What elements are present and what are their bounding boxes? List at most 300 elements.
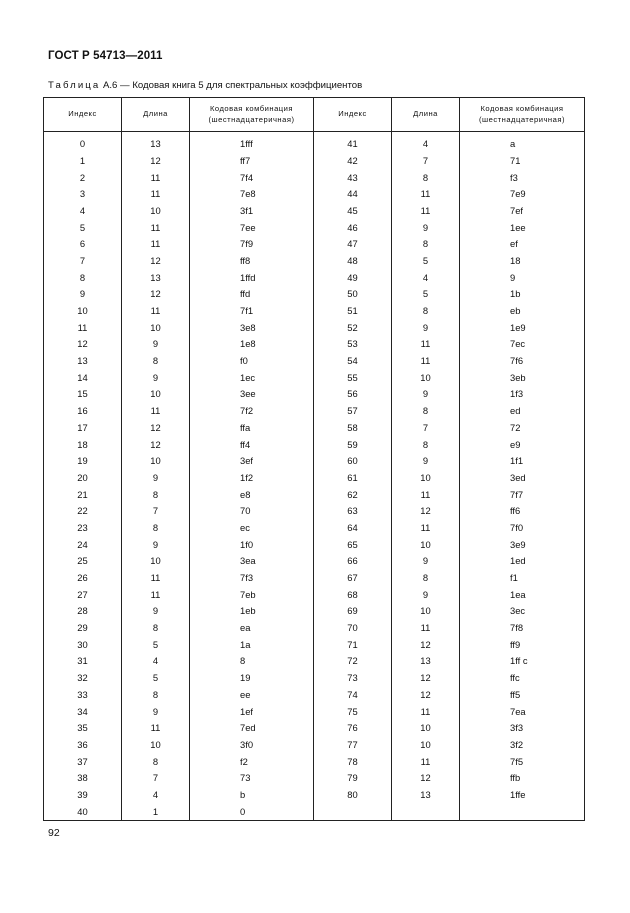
code-cell: ff6 — [460, 502, 585, 519]
index-cell: 66 — [314, 553, 392, 570]
index-cell: 49 — [314, 269, 392, 286]
index-cell: 17 — [44, 419, 122, 436]
length-cell: 11 — [392, 519, 460, 536]
table-caption-title: А.6 — Кодовая книга 5 для спектральных коэффициентов — [100, 80, 363, 91]
code-cell: ed — [460, 402, 585, 419]
table-row — [44, 169, 585, 186]
length-cell: 12 — [122, 286, 190, 303]
index-cell: 13 — [44, 352, 122, 369]
length-cell: 7 — [392, 419, 460, 436]
length-cell: 10 — [392, 469, 460, 486]
table-row — [44, 132, 585, 153]
length-cell: 8 — [392, 569, 460, 586]
index-cell: 33 — [44, 686, 122, 703]
table-row — [44, 152, 585, 169]
header-code-line1: Кодовая комбинация — [209, 104, 293, 113]
table-row — [44, 235, 585, 252]
table-row — [44, 636, 585, 653]
code-cell — [460, 803, 585, 820]
index-cell: 21 — [44, 486, 122, 503]
code-cell: 7f6 — [460, 352, 585, 369]
code-cell: 3f2 — [460, 736, 585, 753]
index-cell: 71 — [314, 636, 392, 653]
table-row — [44, 736, 585, 753]
code-cell: 3e9 — [460, 536, 585, 553]
index-cell: 20 — [44, 469, 122, 486]
index-cell: 39 — [44, 786, 122, 803]
length-cell: 12 — [122, 152, 190, 169]
code-cell: 73 — [190, 769, 314, 786]
table-row — [44, 302, 585, 319]
code-cell: 1ffd — [190, 269, 314, 286]
length-cell: 4 — [122, 653, 190, 670]
code-cell: 1ee — [460, 219, 585, 236]
code-cell: 1eb — [190, 603, 314, 620]
header-code-line2: (шестнадцатеричная) — [479, 114, 565, 124]
code-cell: ffa — [190, 419, 314, 436]
length-cell: 11 — [122, 586, 190, 603]
length-cell: 11 — [392, 352, 460, 369]
table-row — [44, 469, 585, 486]
length-cell: 9 — [392, 553, 460, 570]
length-cell: 12 — [392, 769, 460, 786]
table-row — [44, 252, 585, 269]
index-cell: 5 — [44, 219, 122, 236]
table-row — [44, 402, 585, 419]
index-cell: 53 — [314, 336, 392, 353]
index-cell: 14 — [44, 369, 122, 386]
code-cell: 1b — [460, 286, 585, 303]
table-row — [44, 619, 585, 636]
length-cell: 5 — [122, 636, 190, 653]
index-cell: 12 — [44, 336, 122, 353]
code-cell: 7e8 — [190, 185, 314, 202]
table-row — [44, 536, 585, 553]
index-cell: 31 — [44, 653, 122, 670]
code-cell: b — [190, 786, 314, 803]
index-cell: 60 — [314, 452, 392, 469]
index-cell: 41 — [314, 132, 392, 153]
code-cell: 7f0 — [460, 519, 585, 536]
code-cell: 1ff c — [460, 653, 585, 670]
table-row — [44, 569, 585, 586]
header-code-line1: Кодовая комбинация — [480, 104, 564, 113]
length-cell: 12 — [122, 252, 190, 269]
table-row — [44, 336, 585, 353]
index-cell: 58 — [314, 419, 392, 436]
index-cell: 37 — [44, 753, 122, 770]
index-cell: 0 — [44, 132, 122, 153]
index-cell: 51 — [314, 302, 392, 319]
code-cell: 1f3 — [460, 386, 585, 403]
code-cell: 7ec — [460, 336, 585, 353]
table-row — [44, 436, 585, 453]
length-cell: 4 — [122, 786, 190, 803]
code-cell: 7eb — [190, 586, 314, 603]
code-cell: ff4 — [190, 436, 314, 453]
index-cell: 35 — [44, 719, 122, 736]
code-cell: 7ea — [460, 703, 585, 720]
length-cell: 9 — [392, 452, 460, 469]
length-cell: 11 — [122, 235, 190, 252]
table-row — [44, 486, 585, 503]
length-cell: 13 — [392, 786, 460, 803]
index-cell: 62 — [314, 486, 392, 503]
index-cell: 78 — [314, 753, 392, 770]
code-cell: 7ef — [460, 202, 585, 219]
table-row — [44, 603, 585, 620]
index-cell: 19 — [44, 452, 122, 469]
table-row — [44, 352, 585, 369]
code-cell: f2 — [190, 753, 314, 770]
code-cell: ee — [190, 686, 314, 703]
index-cell: 70 — [314, 619, 392, 636]
length-cell: 10 — [122, 319, 190, 336]
index-cell: 15 — [44, 386, 122, 403]
code-cell: 1a — [190, 636, 314, 653]
code-cell: ffb — [460, 769, 585, 786]
code-cell: 1f0 — [190, 536, 314, 553]
length-cell: 9 — [392, 219, 460, 236]
code-cell: 9 — [460, 269, 585, 286]
index-cell: 26 — [44, 569, 122, 586]
length-cell: 10 — [122, 202, 190, 219]
length-cell: 11 — [392, 619, 460, 636]
table-row — [44, 369, 585, 386]
length-cell: 7 — [122, 769, 190, 786]
code-cell: 1ed — [460, 553, 585, 570]
length-cell: 5 — [122, 669, 190, 686]
length-cell: 4 — [392, 269, 460, 286]
code-cell: 7f7 — [460, 486, 585, 503]
code-cell: 8 — [190, 653, 314, 670]
length-cell: 9 — [392, 586, 460, 603]
length-cell: 7 — [392, 152, 460, 169]
table-row — [44, 553, 585, 570]
length-cell: 4 — [392, 132, 460, 153]
length-cell: 11 — [392, 753, 460, 770]
index-cell: 22 — [44, 502, 122, 519]
length-cell: 5 — [392, 286, 460, 303]
code-cell: ff7 — [190, 152, 314, 169]
length-cell: 11 — [122, 185, 190, 202]
index-cell: 67 — [314, 569, 392, 586]
code-cell: 0 — [190, 803, 314, 820]
index-cell: 44 — [314, 185, 392, 202]
table-row — [44, 753, 585, 770]
length-cell: 11 — [392, 486, 460, 503]
code-cell: ff9 — [460, 636, 585, 653]
length-cell: 12 — [392, 502, 460, 519]
index-cell: 75 — [314, 703, 392, 720]
code-cell: 7ed — [190, 719, 314, 736]
code-cell: ef — [460, 235, 585, 252]
index-cell — [314, 803, 392, 820]
header-length-right: Длина — [392, 98, 460, 132]
length-cell: 11 — [122, 169, 190, 186]
document-header: ГОСТ Р 54713—2011 — [48, 50, 163, 62]
code-cell: 3ee — [190, 386, 314, 403]
table-row — [44, 653, 585, 670]
code-cell: 1fff — [190, 132, 314, 153]
code-cell: f1 — [460, 569, 585, 586]
code-cell: 1e8 — [190, 336, 314, 353]
length-cell: 10 — [392, 603, 460, 620]
length-cell: 10 — [392, 736, 460, 753]
index-cell: 10 — [44, 302, 122, 319]
code-cell: 3ed — [460, 469, 585, 486]
index-cell: 77 — [314, 736, 392, 753]
code-cell: 7f3 — [190, 569, 314, 586]
index-cell: 34 — [44, 703, 122, 720]
code-cell: 3ea — [190, 553, 314, 570]
index-cell: 18 — [44, 436, 122, 453]
code-cell: 70 — [190, 502, 314, 519]
code-cell: 3f0 — [190, 736, 314, 753]
code-cell: 7f2 — [190, 402, 314, 419]
index-cell: 80 — [314, 786, 392, 803]
length-cell: 10 — [122, 553, 190, 570]
length-cell: 11 — [392, 202, 460, 219]
length-cell: 8 — [392, 235, 460, 252]
length-cell: 8 — [122, 519, 190, 536]
code-cell: ec — [190, 519, 314, 536]
table-row — [44, 586, 585, 603]
length-cell: 10 — [122, 386, 190, 403]
index-cell: 55 — [314, 369, 392, 386]
table-row — [44, 269, 585, 286]
table-row — [44, 769, 585, 786]
code-cell: 72 — [460, 419, 585, 436]
length-cell: 9 — [392, 386, 460, 403]
header-code-left — [190, 98, 314, 132]
index-cell: 3 — [44, 185, 122, 202]
index-cell: 52 — [314, 319, 392, 336]
index-cell: 59 — [314, 436, 392, 453]
length-cell: 9 — [122, 603, 190, 620]
code-cell: ffd — [190, 286, 314, 303]
code-cell: 7f1 — [190, 302, 314, 319]
code-cell: 1f1 — [460, 452, 585, 469]
code-cell: a — [460, 132, 585, 153]
index-cell: 73 — [314, 669, 392, 686]
code-cell: 71 — [460, 152, 585, 169]
code-cell: 1e9 — [460, 319, 585, 336]
code-cell: ff8 — [190, 252, 314, 269]
length-cell: 10 — [392, 719, 460, 736]
length-cell: 12 — [392, 669, 460, 686]
index-cell: 36 — [44, 736, 122, 753]
index-cell: 76 — [314, 719, 392, 736]
index-cell: 1 — [44, 152, 122, 169]
code-cell: 7f9 — [190, 235, 314, 252]
index-cell: 48 — [314, 252, 392, 269]
length-cell: 10 — [392, 536, 460, 553]
length-cell: 10 — [392, 369, 460, 386]
index-cell: 23 — [44, 519, 122, 536]
code-cell: 1ec — [190, 369, 314, 386]
length-cell: 10 — [122, 452, 190, 469]
code-cell: 7f4 — [190, 169, 314, 186]
code-cell: eb — [460, 302, 585, 319]
code-cell: 3f3 — [460, 719, 585, 736]
index-cell: 63 — [314, 502, 392, 519]
table-row — [44, 502, 585, 519]
length-cell: 11 — [392, 336, 460, 353]
code-cell: 3f1 — [190, 202, 314, 219]
length-cell: 7 — [122, 502, 190, 519]
length-cell: 8 — [122, 619, 190, 636]
table-caption-label: Таблица — [48, 80, 101, 91]
length-cell: 12 — [392, 636, 460, 653]
table-row — [44, 386, 585, 403]
header-index-left: Индекс — [44, 98, 122, 132]
index-cell: 65 — [314, 536, 392, 553]
index-cell: 61 — [314, 469, 392, 486]
codebook-table — [43, 97, 585, 821]
length-cell: 8 — [392, 302, 460, 319]
header-length-left: Длина — [122, 98, 190, 132]
code-cell: 7e9 — [460, 185, 585, 202]
code-cell: ffc — [460, 669, 585, 686]
length-cell: 9 — [122, 369, 190, 386]
code-cell: f0 — [190, 352, 314, 369]
index-cell: 2 — [44, 169, 122, 186]
code-cell: e8 — [190, 486, 314, 503]
length-cell: 9 — [122, 703, 190, 720]
index-cell: 16 — [44, 402, 122, 419]
code-cell: ea — [190, 619, 314, 636]
table-row — [44, 719, 585, 736]
code-cell: 18 — [460, 252, 585, 269]
code-cell: 3ef — [190, 452, 314, 469]
code-cell: 7ee — [190, 219, 314, 236]
table-row — [44, 319, 585, 336]
table-row — [44, 219, 585, 236]
length-cell: 8 — [392, 436, 460, 453]
code-cell: 1ea — [460, 586, 585, 603]
length-cell: 8 — [392, 169, 460, 186]
index-cell: 38 — [44, 769, 122, 786]
index-cell: 69 — [314, 603, 392, 620]
index-cell: 57 — [314, 402, 392, 419]
index-cell: 32 — [44, 669, 122, 686]
length-cell: 8 — [122, 753, 190, 770]
code-cell: 7f8 — [460, 619, 585, 636]
length-cell: 8 — [122, 686, 190, 703]
index-cell: 28 — [44, 603, 122, 620]
header-code-right — [460, 98, 585, 132]
length-cell: 13 — [122, 132, 190, 153]
table-row — [44, 703, 585, 720]
index-cell: 45 — [314, 202, 392, 219]
table-header-row — [44, 98, 585, 132]
index-cell: 47 — [314, 235, 392, 252]
table-row — [44, 669, 585, 686]
index-cell: 54 — [314, 352, 392, 369]
code-cell: 7f5 — [460, 753, 585, 770]
index-cell: 56 — [314, 386, 392, 403]
index-cell: 29 — [44, 619, 122, 636]
index-cell: 79 — [314, 769, 392, 786]
code-cell: 1f2 — [190, 469, 314, 486]
code-cell: 3ec — [460, 603, 585, 620]
table-row — [44, 519, 585, 536]
length-cell: 13 — [392, 653, 460, 670]
length-cell: 9 — [122, 469, 190, 486]
index-cell: 46 — [314, 219, 392, 236]
table-caption — [48, 80, 362, 91]
length-cell: 1 — [122, 803, 190, 820]
length-cell: 8 — [392, 402, 460, 419]
table-row — [44, 202, 585, 219]
code-cell: 1ef — [190, 703, 314, 720]
length-cell: 9 — [122, 336, 190, 353]
length-cell: 12 — [392, 686, 460, 703]
index-cell: 4 — [44, 202, 122, 219]
index-cell: 50 — [314, 286, 392, 303]
code-cell: e9 — [460, 436, 585, 453]
index-cell: 74 — [314, 686, 392, 703]
table-row — [44, 786, 585, 803]
index-cell: 9 — [44, 286, 122, 303]
table-row — [44, 803, 585, 820]
table-row — [44, 419, 585, 436]
code-cell: 3e8 — [190, 319, 314, 336]
length-cell: 11 — [122, 402, 190, 419]
length-cell: 8 — [122, 486, 190, 503]
length-cell: 12 — [122, 436, 190, 453]
table-body — [44, 132, 585, 821]
index-cell: 68 — [314, 586, 392, 603]
length-cell: 11 — [392, 185, 460, 202]
page-number: 92 — [48, 827, 60, 839]
length-cell: 11 — [122, 219, 190, 236]
length-cell: 13 — [122, 269, 190, 286]
index-cell: 25 — [44, 553, 122, 570]
length-cell: 11 — [122, 302, 190, 319]
table-row — [44, 286, 585, 303]
header-index-right: Индекс — [314, 98, 392, 132]
length-cell: 10 — [122, 736, 190, 753]
length-cell: 8 — [122, 352, 190, 369]
header-code-line2: (шестнадцатеричная) — [208, 114, 295, 124]
index-cell: 7 — [44, 252, 122, 269]
length-cell: 5 — [392, 252, 460, 269]
length-cell: 11 — [122, 569, 190, 586]
length-cell — [392, 803, 460, 820]
length-cell: 9 — [122, 536, 190, 553]
index-cell: 30 — [44, 636, 122, 653]
table-row — [44, 185, 585, 202]
index-cell: 43 — [314, 169, 392, 186]
index-cell: 24 — [44, 536, 122, 553]
code-cell: 19 — [190, 669, 314, 686]
code-cell: ff5 — [460, 686, 585, 703]
length-cell: 9 — [392, 319, 460, 336]
index-cell: 40 — [44, 803, 122, 820]
index-cell: 72 — [314, 653, 392, 670]
index-cell: 11 — [44, 319, 122, 336]
table-row — [44, 686, 585, 703]
length-cell: 11 — [122, 719, 190, 736]
index-cell: 6 — [44, 235, 122, 252]
code-cell: 3eb — [460, 369, 585, 386]
table-row — [44, 452, 585, 469]
code-cell: 1ffe — [460, 786, 585, 803]
index-cell: 42 — [314, 152, 392, 169]
code-cell: f3 — [460, 169, 585, 186]
